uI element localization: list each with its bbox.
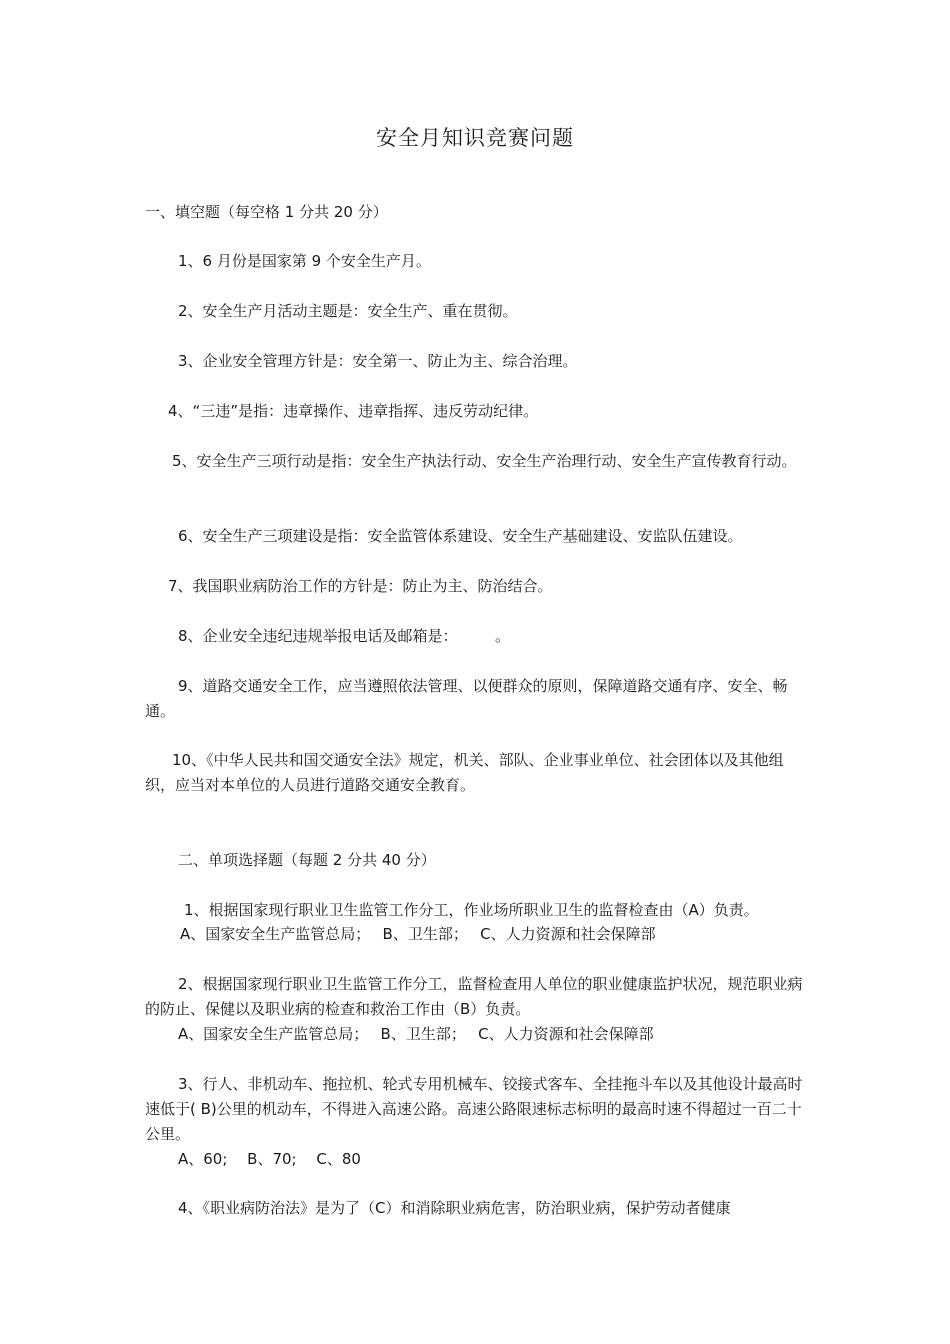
fill-item: 5、安全生产三项行动是指：安全生产执法行动、安全生产治理行动、安全生产宣传教育行动。 <box>172 452 797 470</box>
question-text: 2、根据国家现行职业卫生监管工作分工，监督检查用人单位的职业健康监护状况，规范职业病的防止、保健以及职业病的检查和救治工作由（B）负责。 <box>145 975 803 1018</box>
fill-item: 6、安全生产三项建设是指：安全监管体系建设、安全生产基础建设、安监队伍建设。 <box>178 527 743 545</box>
fill-item: 9、道路交通安全工作，应当遵照依法管理、以便群众的原则，保障道路交通有序、安全、畅通。 <box>145 677 788 720</box>
question-options: A、国家安全生产监管总局； B、卫生部； C、人力资源和社会保障部 <box>178 1025 654 1043</box>
question-text: 1、根据国家现行职业卫生监管工作分工，作业场所职业卫生的监督检查由（A）负责。 <box>184 901 759 919</box>
fill-item: 4、“三违”是指：违章操作、违章指挥、违反劳动纪律。 <box>168 402 539 420</box>
question-options: A、国家安全生产监管总局； B、卫生部； C、人力资源和社会保障部 <box>180 925 656 943</box>
fill-item: 2、安全生产月活动主题是：安全生产、重在贯彻。 <box>178 302 518 320</box>
document-title: 安全月知识竞赛问题 <box>376 126 574 150</box>
fill-item: 10、《中华人民共和国交通安全法》规定，机关、部队、企业事业单位、社会团体以及其他组织，应当对本单位的人员进行道路交通安全教育。 <box>145 751 784 794</box>
fill-item: 8、企业安全违纪违规举报电话及邮箱是： 。 <box>178 627 511 645</box>
section-heading-fill-in: 一、填空题（每空格 1 分共 20 分） <box>145 203 388 221</box>
fill-item: 1、6 月份是国家第 9 个安全生产月。 <box>178 252 431 270</box>
question-text: 4、《职业病防治法》是为了（C）和消除职业病危害，防治职业病，保护劳动者健康 <box>178 1199 731 1217</box>
fill-item: 7、我国职业病防治工作的方针是：防止为主、防治结合。 <box>168 577 553 595</box>
question-text: 3、行人、非机动车、拖拉机、轮式专用机械车、铰接式客车、全挂拖斗车以及其他设计最高时速低于( B)公里的机动车，不得进入高速公路。高速公路限速标志标明的最高时速不得超过一百二十公里。 <box>145 1075 803 1143</box>
question-options: A、60; B、70; C、80 <box>178 1150 361 1168</box>
section-heading-single-choice: 二、单项选择题（每题 2 分共 40 分） <box>178 851 436 869</box>
fill-item: 3、企业安全管理方针是：安全第一、防止为主、综合治理。 <box>178 352 578 370</box>
